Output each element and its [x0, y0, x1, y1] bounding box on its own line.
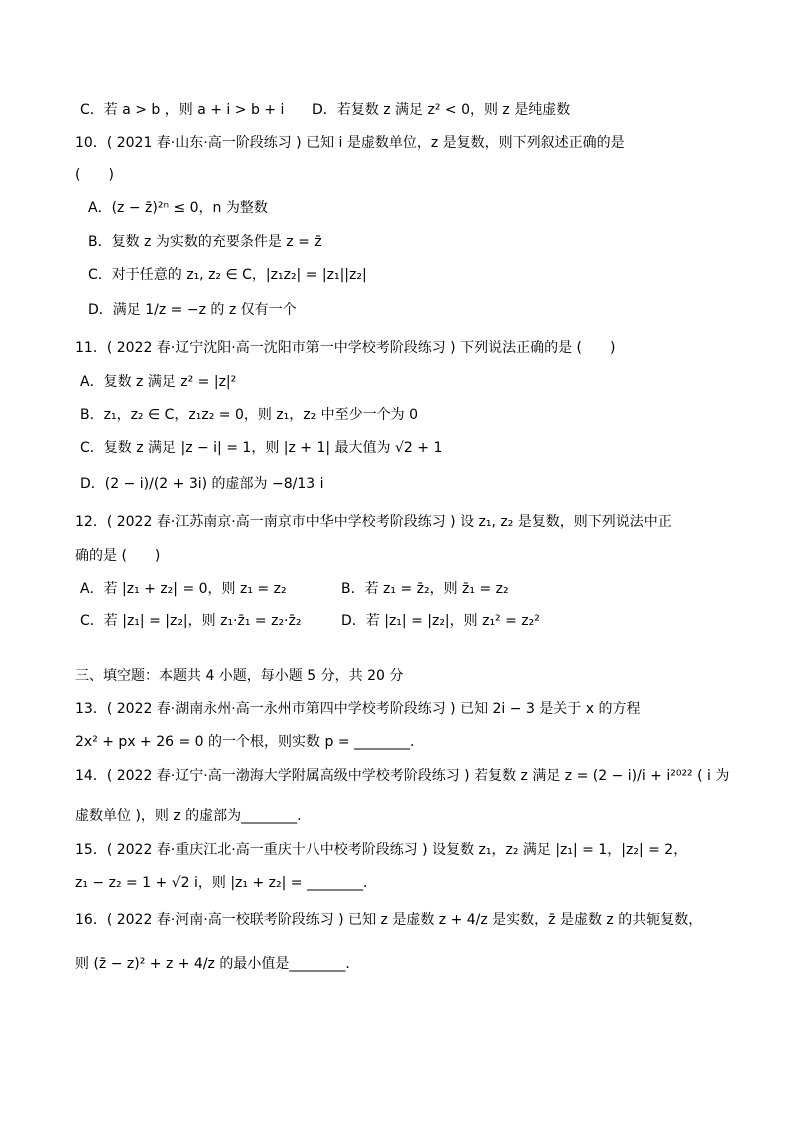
- q11-option-a: A．复数 z 满足 z² = |z|²: [80, 374, 237, 390]
- q11-stem: 11．( 2022 春·辽宁沈阳·高一沈阳市第一中学校考阶段练习 ) 下列说法正确的是 ( ): [75, 340, 616, 356]
- q13-line2: 2x² + px + 26 = 0 的一个根，则实数 p = ________．: [75, 734, 425, 750]
- q12-stem-line1: 12．( 2022 春·江苏南京·高一南京市中华中学校考阶段练习 ) 设 z₁, z₂ 是复数，则下列说法中正: [75, 514, 672, 530]
- q15-line1: 15．( 2022 春·重庆江北·高一重庆十八中校考阶段练习 ) 设复数 z₁，z₂ 满足 |z₁| = 1，|z₂| = 2，: [75, 842, 688, 858]
- q14-line1: 14．( 2022 春·辽宁·高一渤海大学附属高级中学校考阶段练习 ) 若复数 z 满足 z = (2 − i)/i + i²⁰²² ( i 为: [75, 768, 730, 784]
- q10-option-a: A．(z − z̄)²ⁿ ≤ 0，n 为整数: [88, 200, 268, 216]
- q16-line1: 16．( 2022 春·河南·高一校联考阶段练习 ) 已知 z 是虚数 z + 4/z 是实数，z̄ 是虚数 z 的共轭复数，: [75, 912, 703, 928]
- q16-line2: 则 (z̄ − z)² + z + 4/z 的最小值是________．: [75, 956, 360, 972]
- q9-option-d: D．若复数 z 满足 z² < 0，则 z 是纯虚数: [312, 102, 571, 118]
- q12-option-d: D．若 |z₁| = |z₂|，则 z₁² = z₂²: [341, 613, 540, 629]
- q12-option-c: C．若 |z₁| = |z₂|，则 z₁·z̄₁ = z₂·z̄₂: [80, 613, 302, 629]
- q10-stem-line2: ( ): [75, 167, 114, 183]
- q12-stem-line2: 确的是 ( ): [75, 548, 161, 564]
- q12-option-b: B．若 z₁ = z̄₂，则 z̄₁ = z₂: [341, 581, 509, 597]
- q14-line2: 虚数单位 )，则 z 的虚部为________.: [75, 808, 302, 824]
- q10-option-c: C．对于任意的 z₁, z₂ ∈ C，|z₁z₂| = |z₁||z₂|: [88, 267, 367, 283]
- q11-option-b: B．z₁，z₂ ∈ C，z₁z₂ = 0，则 z₁，z₂ 中至少一个为 0: [80, 407, 419, 423]
- q12-option-a: A．若 |z₁ + z₂| = 0，则 z₁ = z₂: [80, 581, 287, 597]
- section-3-heading: 三、填空题：本题共 4 小题，每小题 5 分，共 20 分: [75, 668, 404, 684]
- q10-stem-line1: 10．( 2021 春·山东·高一阶段练习 ) 已知 i 是虚数单位，z 是复数，则下列叙述正确的是: [75, 135, 625, 151]
- q10-option-d: D．满足 1/z = −z 的 z 仅有一个: [88, 302, 297, 318]
- q10-option-b: B．复数 z 为实数的充要条件是 z = z̄: [88, 234, 322, 250]
- q11-option-d: D．(2 − i)/(2 + 3i) 的虚部为 −8/13 i: [80, 476, 324, 492]
- q9-option-c: C．若 a > b ，则 a + i > b + i: [80, 102, 285, 118]
- q13-line1: 13．( 2022 春·湖南永州·高一永州市第四中学校考阶段练习 ) 已知 2i − 3 是关于 x 的方程: [75, 701, 641, 717]
- q11-option-c: C．复数 z 满足 |z − i| = 1，则 |z + 1| 最大值为 √2 + 1: [80, 440, 443, 456]
- q15-line2: z₁ − z₂ = 1 + √2 i，则 |z₁ + z₂| = ________．: [75, 875, 377, 891]
